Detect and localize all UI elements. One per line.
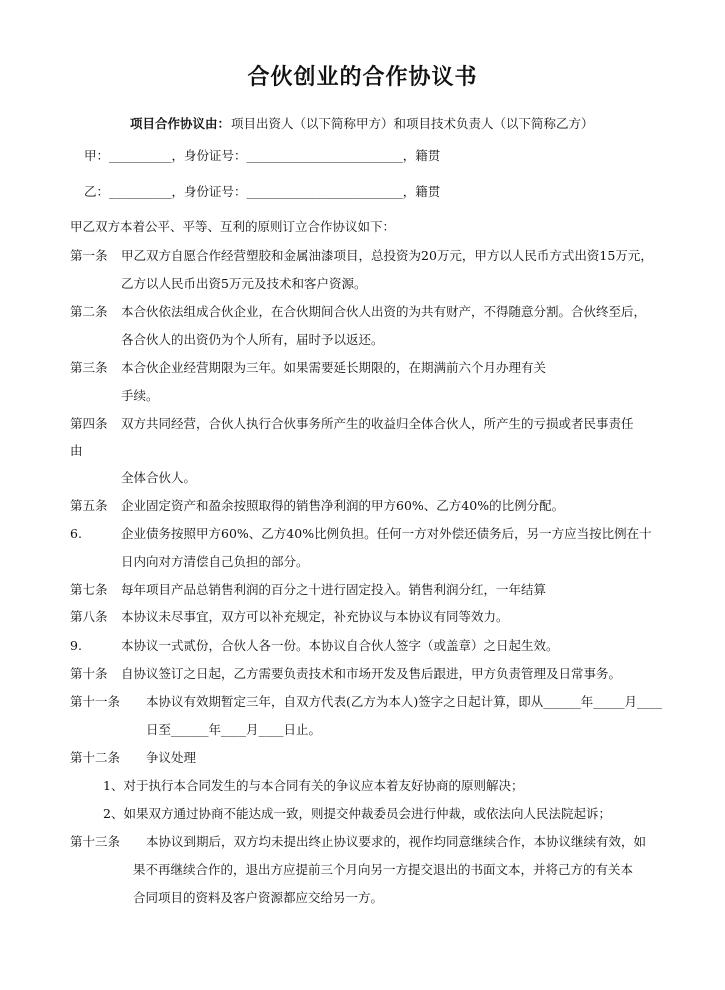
preamble: 甲乙双方本着公平、平等、互利的原则订立合作协议如下： <box>70 219 396 234</box>
dispute-item: 1、对于执行本合同发生的与本合同有关的争议应本着友好协商的原则解决； <box>103 778 524 793</box>
clause-number: 第二条 <box>70 304 108 319</box>
clause-text: 企业债务按照甲方60%、乙方40%比例负担。任何一方对外偿还债务后，另一方应当按比例在十 <box>121 526 652 541</box>
party-b-line: 乙：__________，身份证号：_________________________，籍贯 <box>84 184 441 199</box>
clause-number: 第三条 <box>70 360 108 375</box>
clause-text: 各合伙人的出资仍为个人所有，届时予以返还。 <box>121 332 384 347</box>
clause-text: 争议处理 <box>146 750 197 765</box>
clause-number: 9. <box>70 638 82 653</box>
clause-text: 企业固定资产和盈余按照取得的销售净利润的甲方60%、乙方40%的比例分配。 <box>121 498 565 513</box>
clause-text: 手续。 <box>121 388 159 403</box>
clause-text: 甲乙双方自愿合作经营塑胶和金属油漆项目，总投资为20万元，甲方以人民币方式出资15万元， <box>121 248 653 263</box>
clause-text: 本协议到期后，双方均未提出终止协议要求的，视作均同意继续合作，本协议继续有效，如 <box>146 834 647 849</box>
document-title: 合伙创业的合作协议书 <box>247 64 478 90</box>
clause-number: 第十三条 <box>70 834 121 849</box>
clause-text: 自协议签订之日起，乙方需要负责技术和市场开发及售后跟进，甲方负责管理及日常事务。 <box>121 666 622 681</box>
clause-number: 6. <box>70 526 82 541</box>
dispute-item: 2、如果双方通过协商不能达成一致，则提交仲裁委员会进行仲裁，或依法向人民法院起诉； <box>103 806 611 821</box>
clause-text: 果不再继续合作的，退出方应提前三个月向另一方提交退出的书面文本，并将己方的有关本 <box>133 862 634 877</box>
clause-text: 全体合伙人。 <box>121 470 197 485</box>
intro-label: 项目合作协议由： <box>130 116 231 131</box>
clause-text: 由 <box>70 443 83 458</box>
clause-number: 第十二条 <box>70 750 121 765</box>
clause-text: 日内向对方清偿自己负担的部分。 <box>121 554 309 569</box>
clause-text: 本合伙依法组成合伙企业，在合伙期间合伙人出资的为共有财产，不得随意分割。合伙终至后， <box>121 304 647 319</box>
clause-number: 第五条 <box>70 498 108 513</box>
clause-text: 乙方以人民币出资5万元及技术和客户资源。 <box>121 276 367 291</box>
clause-number: 第七条 <box>70 582 108 597</box>
clause-text: 每年项目产品总销售利润的百分之十进行固定投入。销售利润分红，一年结算 <box>121 582 547 597</box>
clause-text: 日至______年____月____日止。 <box>146 722 322 737</box>
clause-text: 本协议有效期暂定三年，自双方代表(乙方为本人)签字之日起计算，即从______年_____月____ <box>146 694 663 709</box>
clause-number: 第十一条 <box>70 694 121 709</box>
clause-number: 第十条 <box>70 666 108 681</box>
clause-text: 合同项目的资料及客户资源都应交给另一方。 <box>133 890 384 905</box>
clause-text: 本合伙企业经营期限为三年。如果需要延长期限的，在期满前六个月办理有关 <box>121 360 547 375</box>
clause-number: 第四条 <box>70 416 108 431</box>
clause-text: 双方共同经营，合伙人执行合伙事务所产生的收益归全体合伙人，所产生的亏损或者民事责任 <box>121 416 634 431</box>
clause-text: 本协议一式贰份，合伙人各一份。本协议自合伙人签字（或盖章）之日起生效。 <box>121 638 559 653</box>
clause-text: 本协议未尽事宜，双方可以补充规定，补充协议与本协议有同等效力。 <box>121 609 509 624</box>
party-a-line: 甲：__________，身份证号：_________________________，籍贯 <box>84 148 441 163</box>
intro-text: 项目出资人（以下简称甲方）和项目技术负责人（以下简称乙方） <box>231 116 594 131</box>
clause-number: 第一条 <box>70 248 108 263</box>
clause-number: 第八条 <box>70 609 108 624</box>
